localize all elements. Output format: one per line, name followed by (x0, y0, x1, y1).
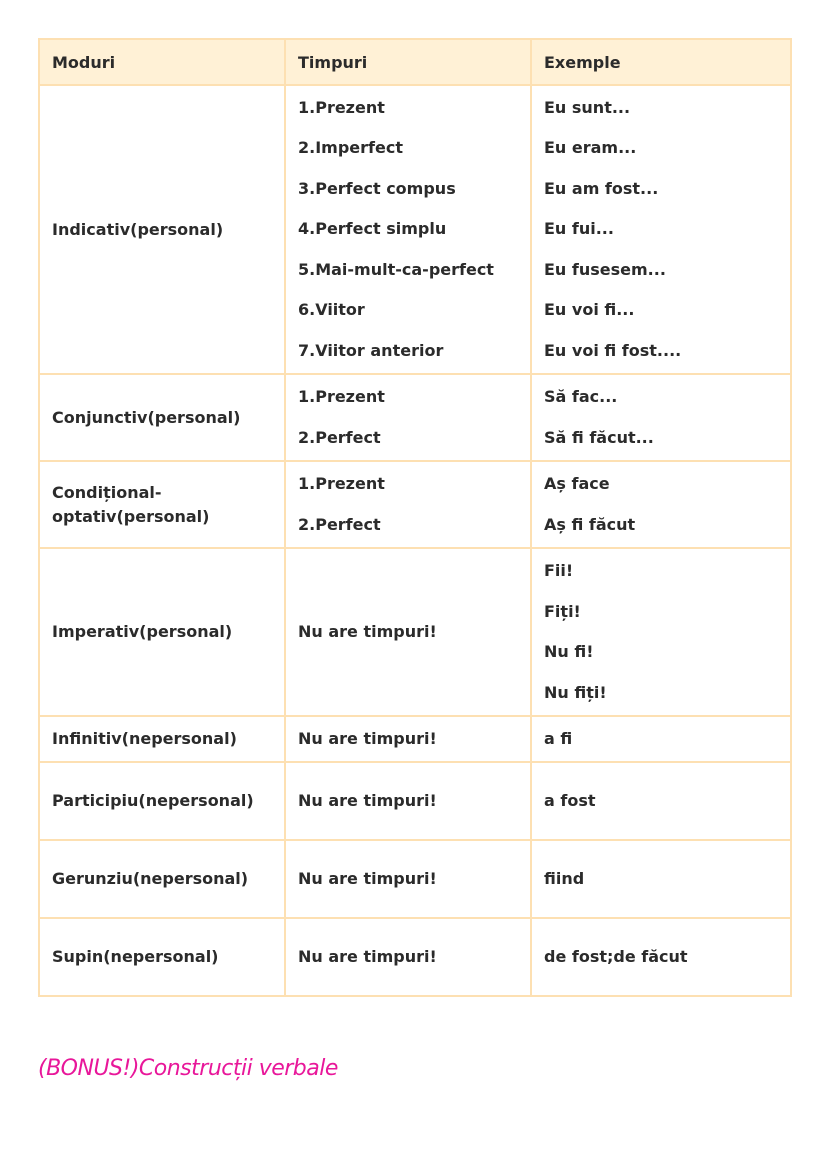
tense-item: 1.Prezent (298, 97, 385, 117)
example-item: Eu fui... (544, 219, 614, 239)
mode-cell (39, 840, 285, 918)
example-item: Aș fi făcut (544, 514, 636, 534)
mode-label: Conjunctiv(personal) (52, 407, 241, 427)
mode-cell (39, 716, 285, 762)
mode-cell (39, 85, 285, 374)
example-item: Fiți! (544, 601, 581, 621)
tense-item: 1.Prezent (298, 474, 385, 493)
examples-cell (531, 548, 791, 716)
tense-item: 4.Perfect simplu (298, 219, 447, 239)
example-item: a fi (544, 729, 573, 748)
tenses-cell (285, 461, 531, 548)
table-row (39, 461, 791, 548)
table-row (39, 548, 791, 716)
table-header-row (39, 39, 791, 85)
tenses-cell (285, 762, 531, 840)
mode-label: Condițional-optativ(personal) (52, 482, 210, 526)
mode-label: Supin(nepersonal) (52, 947, 219, 966)
header-moduri: Moduri (39, 39, 285, 85)
table-row (39, 762, 791, 840)
example-item: Fii! (544, 561, 574, 580)
mode-label: Infinitiv(nepersonal) (52, 729, 237, 748)
table-row (39, 85, 791, 374)
verb-moods-table (38, 38, 792, 997)
no-tenses-note: Nu are timpuri! (298, 947, 437, 966)
table-row (39, 716, 791, 762)
mode-label: Gerunziu(nepersonal) (52, 869, 249, 888)
table-row (39, 374, 791, 461)
example-item: a fost (544, 791, 596, 810)
example-item: Eu fusesem... (544, 259, 666, 279)
tense-item: 7.Viitor anterior (298, 340, 444, 360)
header-exemple: Exemple (531, 39, 791, 85)
example-item: Eu voi fi fost.... (544, 340, 682, 360)
example-item: fiind (544, 869, 585, 888)
examples-cell (531, 762, 791, 840)
tense-item: 5.Mai-mult-ca-perfect (298, 259, 494, 279)
example-item: Eu sunt... (544, 97, 631, 117)
mode-label: Indicativ(personal) (52, 219, 224, 239)
header-timpuri: Timpuri (285, 39, 531, 85)
no-tenses-note: Nu are timpuri! (298, 791, 437, 810)
examples-cell (531, 461, 791, 548)
examples-cell (531, 374, 791, 461)
example-item: Să fi făcut... (544, 427, 654, 447)
no-tenses-note: Nu are timpuri! (298, 622, 437, 641)
tense-item: 3.Perfect compus (298, 178, 456, 198)
mode-cell (39, 548, 285, 716)
tenses-cell (285, 840, 531, 918)
example-item: Eu voi fi... (544, 300, 635, 320)
table-row (39, 918, 791, 996)
mode-cell (39, 762, 285, 840)
no-tenses-note: Nu are timpuri! (298, 729, 437, 748)
example-item: de fost;de făcut (544, 947, 688, 966)
tense-item: 2.Perfect (298, 514, 381, 534)
mode-label: Imperativ(personal) (52, 622, 233, 641)
mode-cell (39, 374, 285, 461)
table-row (39, 840, 791, 918)
examples-cell (531, 85, 791, 374)
examples-cell (531, 840, 791, 918)
example-item: Aș face (544, 474, 610, 493)
tenses-cell (285, 548, 531, 716)
mode-cell (39, 918, 285, 996)
tenses-cell (285, 85, 531, 374)
tense-item: 1.Prezent (298, 387, 385, 406)
examples-cell (531, 918, 791, 996)
example-item: Nu fiți! (544, 682, 607, 702)
tenses-cell (285, 918, 531, 996)
tense-item: 6.Viitor (298, 300, 365, 320)
bonus-heading: (BONUS!)Construcții verbale (38, 1056, 338, 1081)
tenses-cell (285, 374, 531, 461)
example-item: Eu eram... (544, 138, 637, 158)
no-tenses-note: Nu are timpuri! (298, 869, 437, 888)
example-item: Să fac... (544, 387, 618, 406)
example-item: Eu am fost... (544, 178, 659, 198)
example-item: Nu fi! (544, 642, 594, 661)
tense-item: 2.Imperfect (298, 138, 403, 158)
mode-label: Participiu(nepersonal) (52, 791, 254, 810)
examples-cell (531, 716, 791, 762)
tense-item: 2.Perfect (298, 427, 381, 447)
tenses-cell (285, 716, 531, 762)
mode-cell (39, 461, 285, 548)
